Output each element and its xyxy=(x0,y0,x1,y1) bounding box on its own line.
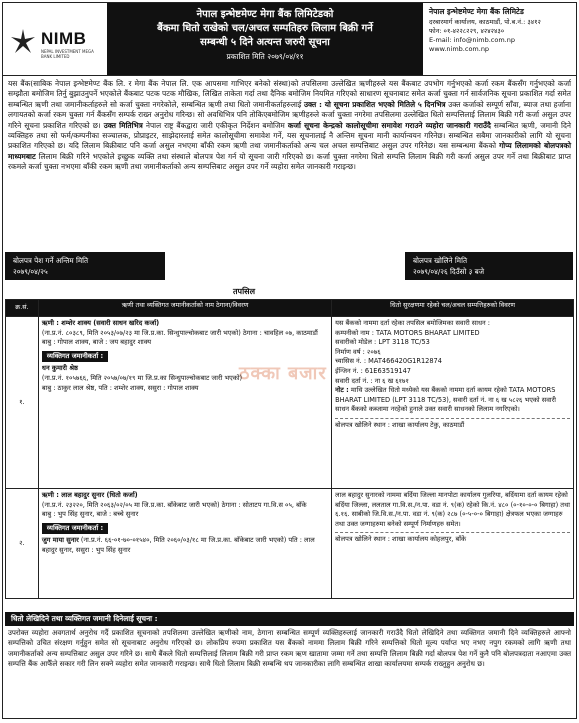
col-header-borrower: ऋणी तथा व्यक्तिगत जमानीकर्ताको नाम ठेगाना/विवरण xyxy=(38,300,331,317)
para-text-3: नेपाल राष्ट्र बैंकद्वारा जारी एकीकृत निर्देशन बमोजिम xyxy=(142,120,288,130)
collateral-intro: यस बैंकको नाममा दर्ता रहेका तपसिल बमोजिमका सवारी साधन : xyxy=(335,319,491,327)
notice-paragraph xyxy=(8,79,571,173)
guarantor-relations: बाबु : ठाकुर लाल श्रेष्ठ, पति : शम्शेर शाक्य, ससुरा : गोपाल शाक्य xyxy=(41,383,199,392)
collateral-note xyxy=(335,386,570,415)
row-sn: २. xyxy=(6,489,39,599)
bid-open-box xyxy=(405,252,573,280)
para-text-1: यस बैंक(साबिक नेपाल इन्भेष्टमेण्ट बैंक लि. र मेगा बैंक नेपाल लि. एक आपसमा गाभिएर बनेको संस्था)को तपसिलमा उल्लेखित ऋणीहरुले यस बैंकबाट उपभोग गर्नुभएको कर्जा रकम बैंकसँग गर्नुभएको कर्जा सम्झौता बमोजिम तिर्नु बुझाउनुपर्ने भएकोले बैंकबाट पटक पटक मौखिक, लिखित ताकेता गर्दा तथा दैनिक बमोजिम नियमित गरिएको साधारण सूचनाबाट समेत कर्जा चुक्ता गर्न सार्वजनिक सूचना प्रकाशित गर्दा समेत सम्बन्धित ऋणी तथा जमानीकर्ताहरुले सो कर्जा चुक्ता नगरेकोले, सम्बन्धित ऋणी तथा धितो जमानीकर्ताहरुलाई xyxy=(8,79,571,109)
collateral-line: ईन्जिन नं. : 61E63519147 xyxy=(335,366,412,375)
bid-open-place: बोलपत्र खोलिने स्थान : शाखा कार्यालय टेकु, काठमाडौं xyxy=(335,418,570,431)
guarantor-label: व्यक्तिगत जमानीकर्ता : xyxy=(42,523,108,535)
borrower-name: ऋणी : लाल बहादुर सुनार (धितो कर्जा) xyxy=(41,491,138,499)
borrower-relations: बाबु : भुप सिंह सुनार, बाजे : बच्चे सुनार xyxy=(41,510,139,519)
bid-open-label: बोलपत्र खोलिने मिति xyxy=(413,256,468,265)
logo-text: NIMB xyxy=(41,29,87,48)
header-banner xyxy=(107,3,423,75)
watermark: ठक्का बजार xyxy=(239,363,327,384)
table-header-row xyxy=(6,300,574,317)
bid-deadline-label: बोलपत्र पेश गर्ने अन्तिम मिति xyxy=(13,256,89,265)
leaf-icon xyxy=(9,27,37,55)
contact-block xyxy=(429,7,574,54)
logo-subtext: NEPAL INVESTMENT MEGA BANK LIMITED xyxy=(41,49,94,59)
col-header-sn: क्र.सं. xyxy=(6,300,39,317)
guarantor-detail: (ना.प्र.नं. ६६-०१-७०-०१५४०, मिति २०६०/०३/१८ मा जि.प्र.का. बाँकेबाट जारी भएको) xyxy=(80,536,287,545)
collateral-line: सवारीको मोडेल : LPT 3118 TC/53 xyxy=(335,338,430,347)
para-bold-1: उक्त : यो सूचना प्रकाशित भएको मितिले ५ दिनभित्र xyxy=(303,99,446,109)
contact-email: E-mail: info@nimb.com.np xyxy=(429,36,515,44)
collateral-line: सवारी दर्ता नं. : ना ६ ख ६१७१ xyxy=(335,376,409,385)
guarantor-relations: पति : लाल बहादुर सुनार, ससुरा : भुप सिंह सुनार xyxy=(41,536,315,554)
bid-deadline-box xyxy=(5,252,165,280)
row-sn: १. xyxy=(6,317,39,489)
borrower-name: ऋणी : शम्शेर शाक्य (सवारी साधन खरिद कर्जा) xyxy=(41,319,160,327)
col-header-collateral: धितो सुरक्षणमा रहेको चल/अचल सम्पत्तिहरुको विवरण xyxy=(332,300,574,317)
collateral-line: निर्माण वर्ष : २०७६ xyxy=(335,347,381,356)
collateral-line: च्यासिस नं. : MAT466420G1R12874 xyxy=(335,357,442,366)
contact-website: www.nimb.com.np xyxy=(429,45,490,53)
bid-deadline-value: २०७९/०४/२५ xyxy=(13,267,48,276)
para-text-2: उक्त कर्जाको सम्पूर्ण साँवा, ब्याज तथा हर्जाना लगायतको कर्जा रकम चुक्ता गर्न बैंकसँग सम्पर्क राख्न अनुरोध गरिन्छ। सो अवधिभित्र पनि तोकिएबमोजिम ऋणीहरुले कर्जा चुक्ता नगरेमा तपसिलमा उल्लेखित धितो सम्पत्तिलाई लिलाम बिक्री गरी कर्जा असुल उपर गरिने सूचना प्रकाशित गरिएको छ। xyxy=(8,99,572,130)
contact-phone: फोन: ०१-४२२८२२९, ४२४२४३० xyxy=(429,27,505,35)
collateral-cell xyxy=(332,317,574,489)
guarantor-label: व्यक्तिगत जमानीकर्ता : xyxy=(42,351,108,363)
schedule-title: तपसिल xyxy=(233,287,256,296)
para-text-5: लिलाम बिक्री गरिने भएकोले इच्छुक व्यक्ति तथा संस्थाले बोलपत्र पेश गर्न यो सूचना जारी गरिएको छ। कर्जा चुक्ता नगरेमा धितो सम्पत्ति लिलाम बिक्री गरी कर्जा असुल उपर गर्ने तथा बिक्रीबाट प्राप्त रकमले कर्जा चुक्ता नभएमा बाँकी रकम ऋणी तथा जमानीकर्ताको अन्य सम्पत्तिबाट असुल उपर गर्ने व्यहोरा समेत जानकारी गराइन्छ। xyxy=(8,151,571,172)
note-text: माथि उल्लेखित धितो मध्येको यस बैंकको नाममा दर्ता कायम रहेको TATA MOTORS BHARAT LIMITED (LPT 3118 TC/53), सवारी दर्ता नं. ना ६ ख ५८२६ भएको सवारी साधन बैंकको कब्जामा नरहेको हुनाले उक्त सवारी साधनको लिलाम नगरिएको। xyxy=(335,386,556,414)
table-row xyxy=(6,489,574,599)
contact-address: दरबारमार्ग कार्यालय, काठमाडौं, पो.ब.नं.: ३४१२ xyxy=(429,18,541,26)
borrower-relations: बाबु : गोपाल शाक्य, बाजे : जय बहादुर शाक्य xyxy=(41,338,152,347)
contact-bank-name: नेपाल इन्भेष्टमेण्ट मेगा बैंक लिमिटेड xyxy=(429,7,524,16)
borrower-detail: (ना.प्र.नं. २३२२०, मिति २०६३/०२/०५ मा जि.प्र.का. बाँकेबाट जारी भएको) ठेगाना : सोताटप गा.वि.स ०५, बाँके xyxy=(41,500,307,509)
guarantor-name: धन कुमारी श्रेष्ठ xyxy=(41,364,78,373)
para-bold-2: उक्त मितिभित्र xyxy=(103,120,143,130)
bid-open-value: २०७९/०४/२६ दिउँसो ३ बजे xyxy=(413,267,485,276)
bank-logo xyxy=(7,9,105,67)
bid-open-place: बोलपत्र खोलिने स्थान : शाखा कार्यालय कोहलपुर, बाँके xyxy=(335,532,570,545)
note-label: नोट : xyxy=(335,386,349,395)
header-line2: बैंकमा धितो राखेको चल/अचल सम्पतिहरु लिलाम बिक्री गर्ने xyxy=(157,23,373,34)
para-bold-3: कर्जा सूचना केन्द्रको कालोसूचीमा समावेश गराउने व्यहोरा जानकारी गराउँदै xyxy=(287,120,491,130)
collateral-line: कम्पनीको नाम : TATA MOTORS BHARAT LIMITED xyxy=(335,328,480,337)
notice-page xyxy=(2,2,577,719)
header-line1: नेपाल इन्भेष्टमेण्ट मेगा बैंक लिमिटेडको xyxy=(196,9,334,20)
guarantor-detail: (ना.प्र.नं. १०५७६६, मिति २०५७/०७/१९ मा जि.प्र.का सिन्धुपाल्चोकबाट जारी भएको) xyxy=(41,373,243,382)
footer-title: धितो लेखिदिने तथा व्यक्तिगत जमानी दिनेलाई सूचना : xyxy=(5,612,574,626)
guarantor-block xyxy=(42,536,328,555)
para-text-4: सम्बन्धित ऋणी, जमानी दिने व्यक्तिहरु तथा सो फर्म/कम्पनीका सञ्चालक, प्रोप्राइटर, साझेदारलाई समेत कालोसूचीमा समावेश गर्ने, यस सूचनालाई नै अन्तिम सूचना मानी कार्यान्वयन गरिनेछ। सम्बन्धित सबैमा जानकारीको लागि यो सूचना प्रकाशित गरिएको छ। यदि लिलाम बिक्रीबाट पनि कर्जा असुल नभएमा बाँकी रकम ऋणी तथा जमानीकर्ताको अन्य चल अचल सम्पत्तिबाट असुल उपर गरिनेछ। यस सम्बन्धमा बैंकको xyxy=(8,120,571,151)
guarantor-name: जुग माया सुनार xyxy=(41,536,79,545)
notice-header xyxy=(3,3,576,76)
collateral-cell xyxy=(332,489,574,599)
publish-date: प्रकाशित मिति २०७९/०४/११ xyxy=(226,52,304,61)
table-row xyxy=(6,317,574,489)
footer-text: उपरोक्त व्यहोरा अवगतार्थ अनुरोध गर्दै प्रकाशित सूचनाको तपशिलमा उल्लेखित ऋणीको नाम, ठेगाना सम्बन्धित सम्पूर्ण व्यक्तिहरुलाई जानकारी गराउँदै धितो लेखिदिने तथा व्यक्तिगत जमानी दिने व्यक्तिहरुले आफ्नो सम्पत्तिको उचित संरक्षण गर्नुहुन समेत सो सूचनाबाट अनुरोध गरिएको छ। लोकप्रिय रुपमा प्रकाशित यस बैंकको नाममा लिलाम बिक्री गरिने सम्पत्तिको धितो मूल्य पर्याप्त भए नभए नपुग रकमको लागि ऋणी तथा जमानीकर्ताको अन्य सम्पत्तिबाट असुल उपर गरिने छ। साथै बैंकले धितो सम्पत्तिलाई लिलाम बिक्री गरी प्राप्त रकम ऋण खातामा जम्मा गर्ने तथा सम्पत्ति लिलाम बिक्री गर्दा बोलपत्र पेश गर्ने कुनै पनि बोलपत्रदाता नआएमा उक्त सम्पत्ति बैंक आफैँले सकार गरी लिन सक्ने व्यहोरा समेत जानकारी गराइन्छ। साथै धितो लिलाम बिक्री सम्बन्धि थप जानकारीका लागि सम्बन्धित शाखा कार्यालयमा सम्पर्क राख्नुहुन अनुरोध छ। xyxy=(8,628,571,669)
collateral-intro: लाल बहादुर सुनारको नाममा बर्दिया जिल्ला मानपोटा कार्यालय गुलरिया, बर्दियामा दर्ता कायम रहेको बर्दिया जिल्ला, ललताल गा.वि.स./न.पा. वडा नं. ९(क) रहेको कि.नं. ४८० (०-१०-०-० बिगाहा) तथा ६.१६. साबीको जि.वि.स./न.पा. वडा नं. ९(क) २८७ (०-५-०-० बिगाहा) क्षेत्रफल भएका जग्गाहरु तथा उक्त जग्गाहरुमा बनेको सम्पूर्ण निर्माणहरु समेत। xyxy=(335,491,570,528)
header-line3: सम्बन्धी ५ दिने अत्यन्त जरुरी सूचना xyxy=(200,37,330,48)
para-bold-4: गोप्य लिलामको बोलपत्रको माध्यमबाट xyxy=(8,141,572,161)
borrower-cell xyxy=(38,489,331,599)
borrower-detail: (ना.प्र.नं. ८०३८९, मिति २०५३/०७/२३ मा जि.प्र.का. सिन्धुपाल्चोकबाट जारी भएको) ठेगाना : चावहिल ०७, काठमाडौं xyxy=(41,328,318,337)
schedule-table xyxy=(5,299,574,599)
borrower-cell xyxy=(38,317,331,489)
